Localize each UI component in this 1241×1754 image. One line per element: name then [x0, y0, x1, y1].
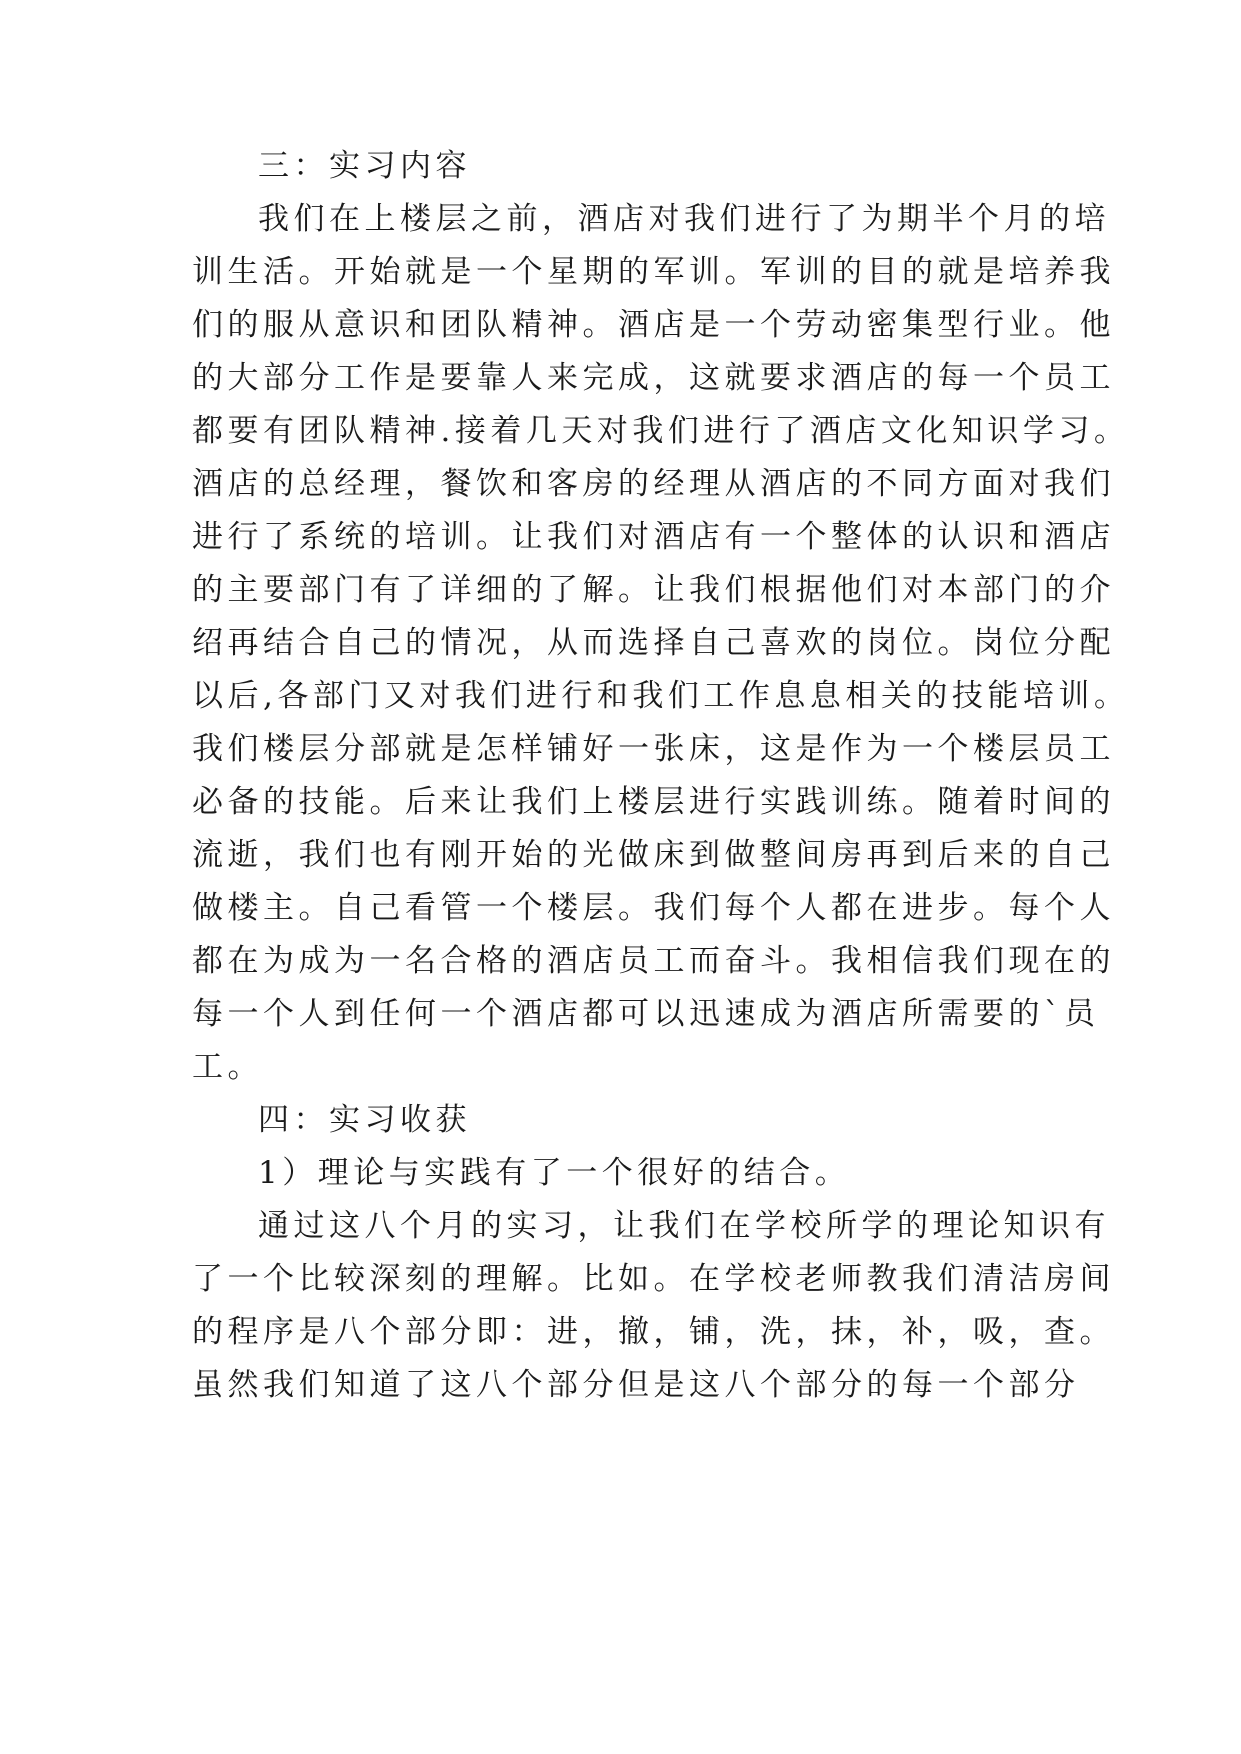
paragraph-line: 流逝，我们也有刚开始的光做床到做整间房再到后来的自己 [192, 837, 1115, 873]
paragraph-line: 通过这八个月的实习，让我们在学校所学的理论知识有 [258, 1208, 1110, 1244]
section-heading-internship-gains: 四：实习收获 [258, 1102, 471, 1138]
paragraph-line: 绍再结合自己的情况，从而选择自己喜欢的岗位。岗位分配 [192, 625, 1115, 661]
paragraph-line: 训生活。开始就是一个星期的军训。军训的目的就是培养我 [192, 254, 1115, 290]
paragraph-line: 我们在上楼层之前，酒店对我们进行了为期半个月的培 [258, 201, 1110, 237]
paragraph-line: 每一个人到任何一个酒店都可以迅速成为酒店所需要的`员 [192, 996, 1100, 1032]
paragraph-line: 必备的技能。后来让我们上楼层进行实践训练。随着时间的 [192, 784, 1115, 820]
subsection-heading-theory-practice: 1）理论与实践有了一个很好的结合。 [258, 1155, 851, 1191]
paragraph-line: 工。 [192, 1049, 263, 1085]
paragraph-line: 了一个比较深刻的理解。比如。在学校老师教我们清洁房间 [192, 1261, 1115, 1297]
paragraph-line: 以后,各部门又对我们进行和我们工作息息相关的技能培训。 [192, 678, 1130, 714]
paragraph-line: 我们楼层分部就是怎样铺好一张床，这是作为一个楼层员工 [192, 731, 1115, 767]
paragraph-line: 进行了系统的培训。让我们对酒店有一个整体的认识和酒店 [192, 519, 1115, 555]
paragraph-line: 们的服从意识和团队精神。酒店是一个劳动密集型行业。他 [192, 307, 1115, 343]
paragraph-line: 的程序是八个部分即：进，撤，铺，洗，抹，补，吸，查。 [192, 1314, 1115, 1350]
paragraph-line: 酒店的总经理，餐饮和客房的经理从酒店的不同方面对我们 [192, 466, 1115, 502]
paragraph-line: 做楼主。自己看管一个楼层。我们每个人都在进步。每个人 [192, 890, 1115, 926]
paragraph-line: 虽然我们知道了这八个部分但是这八个部分的每一个部分 [192, 1367, 1080, 1403]
paragraph-line: 的大部分工作是要靠人来完成，这就要求酒店的每一个员工 [192, 360, 1115, 396]
paragraph-line: 都要有团队精神.接着几天对我们进行了酒店文化知识学习。 [192, 413, 1130, 449]
section-heading-internship-content: 三：实习内容 [258, 148, 471, 184]
paragraph-line: 的主要部门有了详细的了解。让我们根据他们对本部门的介 [192, 572, 1115, 608]
paragraph-line: 都在为成为一名合格的酒店员工而奋斗。我相信我们现在的 [192, 943, 1115, 979]
